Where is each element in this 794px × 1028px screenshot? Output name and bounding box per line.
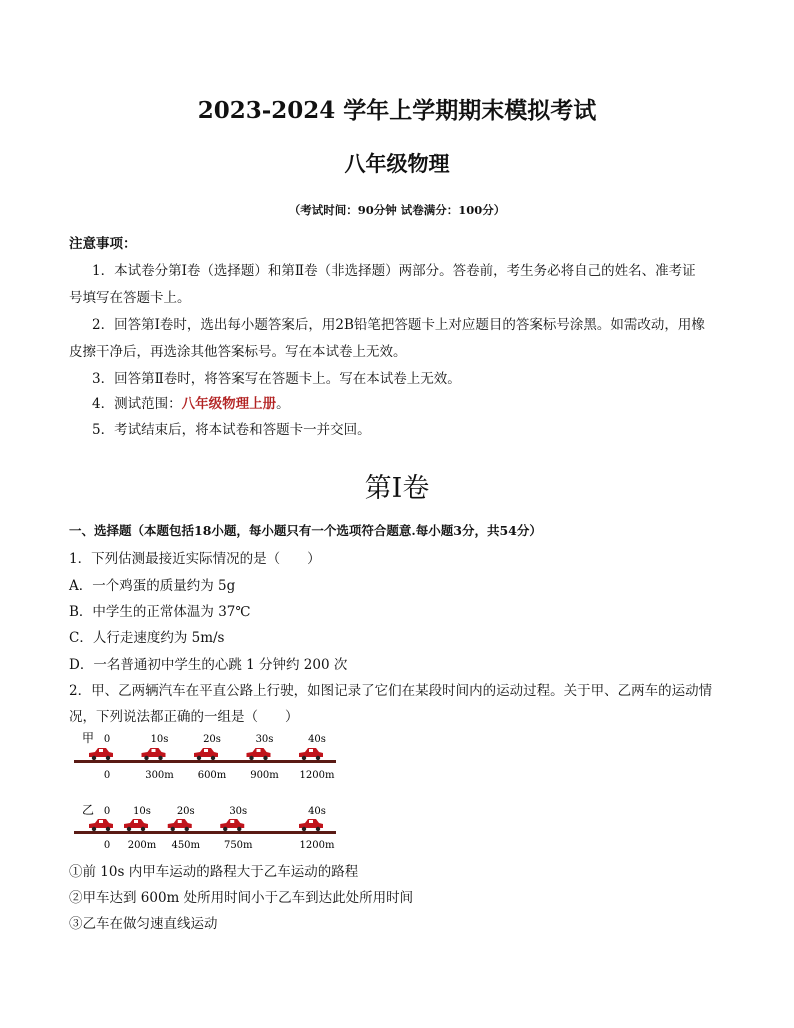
yi-car-wheel-rear — [171, 827, 175, 831]
jia-car-wheel-front — [158, 756, 162, 760]
yi-row — [74, 803, 336, 851]
yi-car-wheel-rear — [92, 827, 96, 831]
yi-car — [89, 819, 113, 831]
jia-time-label: 10s — [150, 734, 169, 745]
notice-item-4 — [92, 392, 290, 412]
jia-car-wheel-front — [106, 756, 110, 760]
section-1-heading: 一、选择题（本题包括18小题，每小题只有一个选项符合题意.每小题3分，共54分） — [69, 523, 542, 538]
q2-statement-2: ②甲车达到 600m 处所用时间小于乙车到达此处所用时间 — [69, 890, 414, 906]
yi-distance-label: 750m — [223, 840, 253, 851]
jia-car — [247, 748, 271, 760]
q2-statement-3: ③乙车在做匀速直线运动 — [69, 916, 218, 932]
jia-car — [89, 748, 113, 760]
volume-title: 第Ⅰ卷 — [364, 473, 430, 504]
yi-car-wheel-front — [185, 827, 189, 831]
jia-car-wheel-rear — [197, 756, 201, 760]
yi-distance-label: 200m — [127, 840, 157, 851]
jia-row — [74, 731, 336, 781]
yi-car-window — [134, 820, 138, 823]
q1-option-c: C．人行走速度约为 5m/s — [69, 630, 225, 646]
jia-car-window — [152, 749, 156, 752]
jia-car-wheel-rear — [92, 756, 96, 760]
yi-car-wheel-front — [237, 827, 241, 831]
jia-car-window — [99, 749, 103, 752]
jia-car — [142, 748, 166, 760]
jia-time-label: 30s — [255, 734, 274, 745]
exam-info: （考试时间：90分钟 试卷满分：100分） — [288, 203, 506, 217]
jia-road — [74, 760, 336, 763]
yi-time-label: 40s — [308, 806, 326, 817]
yi-car — [168, 819, 192, 831]
jia-distance-label: 1200m — [299, 770, 335, 781]
notice-heading: 注意事项： — [69, 236, 137, 252]
yi-car-window — [99, 820, 103, 823]
exam-title: 2023-2024 学年上学期期末模拟考试 — [197, 97, 597, 124]
jia-car-wheel-front — [316, 756, 320, 760]
yi-car — [299, 819, 323, 831]
notice-item-5: 5．考试结束后，将本试卷和答题卡一并交回。 — [92, 422, 371, 438]
jia-car-window — [204, 749, 208, 752]
jia-distance-label: 600m — [197, 770, 227, 781]
q2-stem-a: 2．甲、乙两辆汽车在平直公路上行驶，如图记录了它们在某段时间内的运动过程。关于甲、乙两车的运动情 — [69, 683, 713, 699]
jia-time-label: 0 — [103, 734, 111, 745]
yi-car-wheel-rear — [302, 827, 306, 831]
jia-car — [194, 748, 218, 760]
notice-item-1a: 1．本试卷分第Ⅰ卷（选择题）和第Ⅱ卷（非选择题）两部分。答卷前，考生务必将自己的姓名、准考证 — [92, 263, 696, 279]
notice-item-1b: 号填写在答题卡上。 — [69, 290, 191, 306]
notice-item-2b: 皮擦干净后，再选涂其他答案标号。写在本试卷上无效。 — [69, 344, 407, 360]
yi-car-window — [230, 820, 234, 823]
yi-car-window — [309, 820, 313, 823]
q2-stem-b: 况，下列说法都正确的一组是（ ） — [69, 709, 299, 725]
jia-car-window — [257, 749, 261, 752]
yi-car — [124, 819, 148, 831]
q1-option-b: B．中学生的正常体温为 37℃ — [69, 604, 251, 620]
yi-distance-label: 1200m — [299, 840, 335, 851]
yi-car-wheel-front — [141, 827, 145, 831]
jia-time-label: 40s — [308, 734, 326, 745]
yi-car-window — [178, 820, 182, 823]
q1-option-a: A．一个鸡蛋的质量约为 5g — [69, 578, 236, 594]
jia-car-wheel-rear — [249, 756, 253, 760]
jia-car-wheel-front — [263, 756, 267, 760]
jia-car-window — [309, 749, 313, 752]
jia-car-wheel-front — [211, 756, 215, 760]
notice-item-2a: 2．回答第Ⅰ卷时，选出每小题答案后，用2B铅笔把答题卡上对应题目的答案标号涂黑。如需改动，用橡 — [92, 317, 705, 333]
jia-time-label: 20s — [203, 734, 221, 745]
jia-distance-label: 300m — [145, 770, 174, 781]
jia-distance-label: 0 — [103, 770, 111, 781]
q1-option-d: D．一名普通初中学生的心跳 1 分钟约 200 次 — [69, 657, 348, 673]
jia-label: 甲 — [82, 731, 95, 745]
yi-car-wheel-front — [316, 827, 320, 831]
q1-stem: 1．下列估测最接近实际情况的是（ ） — [69, 551, 321, 567]
notice-item-4-scope: 八年级物理上册 — [181, 396, 277, 412]
jia-car-wheel-rear — [144, 756, 148, 760]
yi-time-label: 20s — [176, 806, 195, 817]
yi-car-wheel-rear — [223, 827, 227, 831]
yi-car-wheel-front — [106, 827, 110, 831]
yi-label: 乙 — [82, 803, 95, 817]
jia-car-wheel-rear — [302, 756, 306, 760]
yi-road — [74, 831, 336, 834]
q2-statement-1: ①前 10s 内甲车运动的路程大于乙车运动的路程 — [69, 864, 359, 880]
yi-distance-label: 0 — [103, 840, 111, 851]
yi-time-label: 10s — [133, 806, 151, 817]
yi-distance-label: 450m — [171, 840, 201, 851]
yi-car-wheel-rear — [127, 827, 131, 831]
notice-item-3: 3．回答第Ⅱ卷时，将答案写在答题卡上。写在本试卷上无效。 — [92, 371, 461, 387]
jia-car — [299, 748, 323, 760]
notice-item-4-suffix: 。 — [276, 396, 290, 412]
yi-car — [220, 819, 244, 831]
motion-figure — [60, 724, 360, 856]
yi-time-label: 0 — [103, 806, 111, 817]
jia-distance-label: 900m — [250, 770, 279, 781]
exam-subject: 八年级物理 — [344, 151, 450, 176]
yi-time-label: 30s — [229, 806, 248, 817]
notice-item-4-prefix: 4．测试范围： — [92, 396, 182, 412]
